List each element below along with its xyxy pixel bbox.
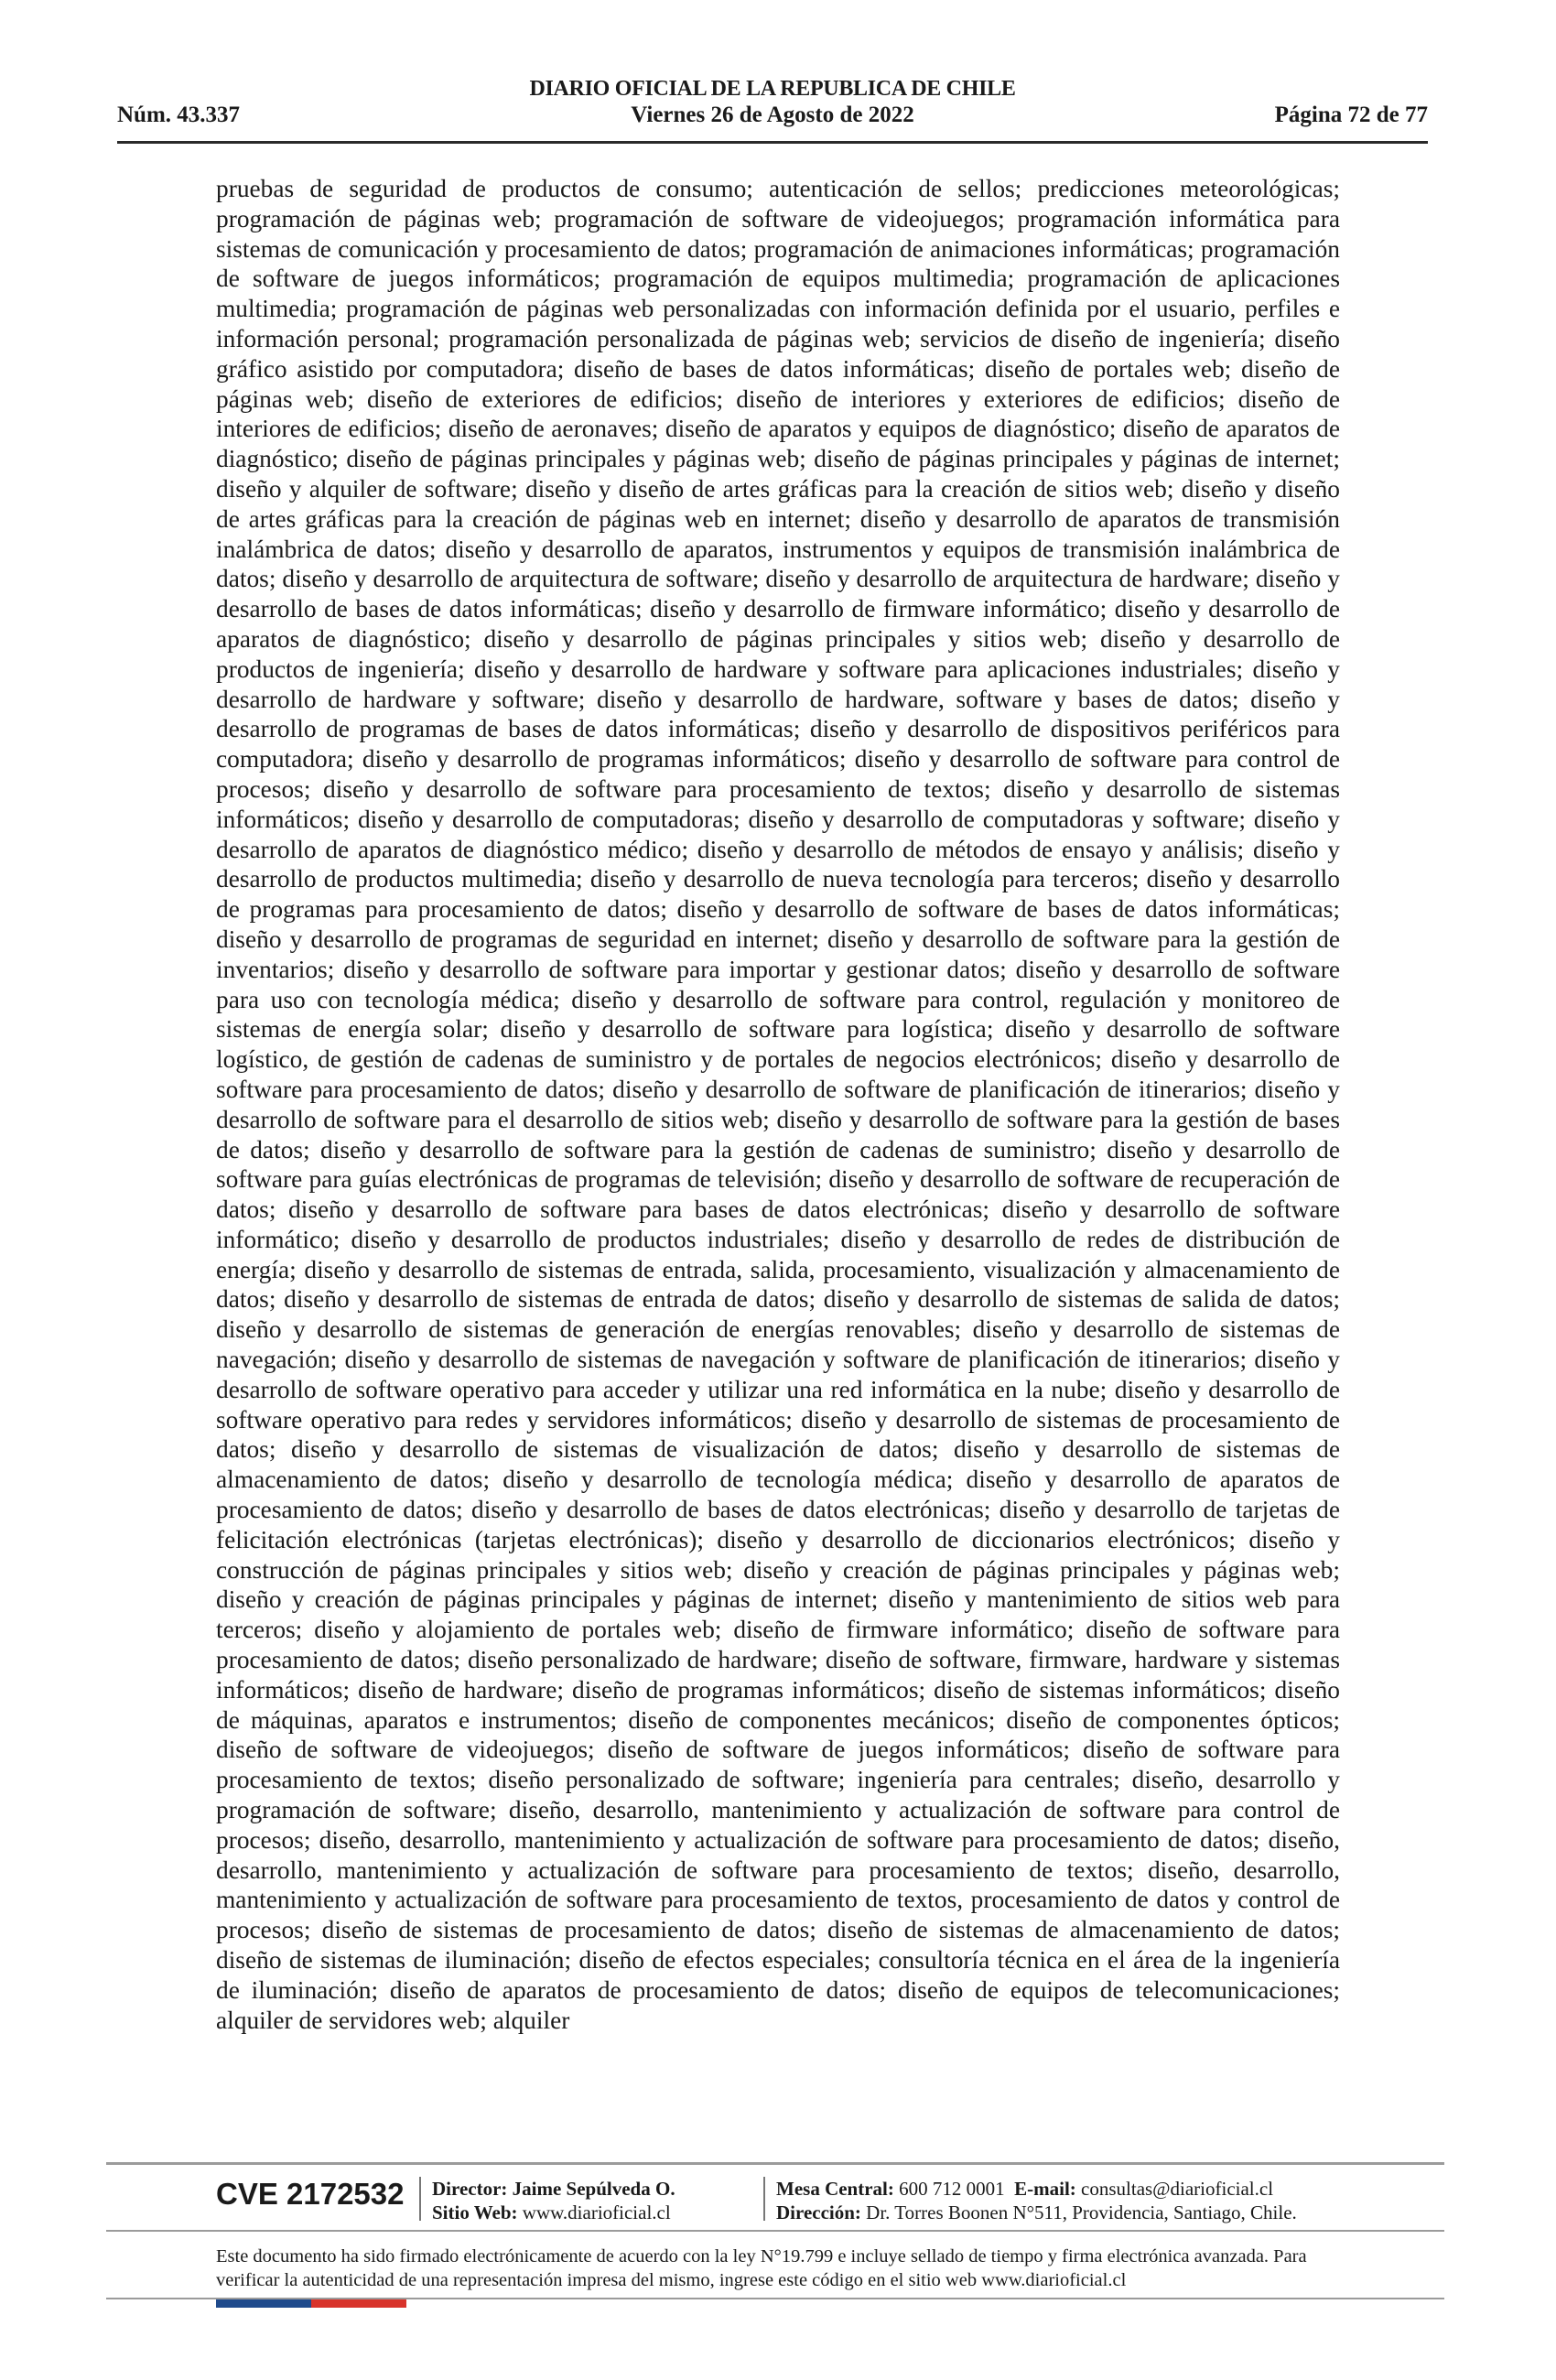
phone-label: Mesa Central:: [776, 2178, 894, 2200]
flag-stripe-blue: [216, 2299, 311, 2308]
footer-separator: [419, 2177, 421, 2221]
phone-number: 600 712 0001: [899, 2178, 1005, 2200]
body-text: pruebas de seguridad de productos de consumo; autenticación de sellos; predicciones meteorológicas; programación de páginas web; programación de software de videojuegos; programación informática para sistemas de comunicación y procesamiento de datos; programación de animaciones informáticas; programación de software de juegos informáticos; programación de equipos multimedia; programación de aplicaciones multimedia; programación de páginas web personalizadas con información definida por el usuario, perfiles e información personal; programación personalizada de páginas web; servicios de diseño de ingeniería; diseño gráfico asistido por computadora; diseño de bases de datos informáticas; diseño de portales web; diseño de páginas web; diseño de exteriores de edificios; diseño de interiores y exteriores de edificios; diseño de interiores de edificios; diseño de aeronaves; diseño de aparatos y equipos de diagnóstico; diseño de aparatos de diagnóstico; diseño de páginas principales y páginas web; diseño de páginas principales y páginas de internet; diseño y alquiler de software; diseño y diseño de artes gráficas para la creación de sitios web; diseño y diseño de artes gráficas para la creación de páginas web en internet; diseño y desarrollo de aparatos de transmisión inalámbrica de datos; diseño y desarrollo de aparatos, instrumentos y equipos de transmisión inalámbrica de datos; diseño y desarrollo de arquitectura de software; diseño y desarrollo de arquitectura de hardware; diseño y desarrollo de bases de datos informáticas; diseño y desarrollo de firmware informático; diseño y desarrollo de aparatos de diagnóstico; diseño y desarrollo de páginas principales y sitios web; diseño y desarrollo de productos de ingeniería; diseño y desarrollo de hardware y software para aplicaciones industriales; diseño y desarrollo de hardware y software; diseño y desarrollo de hardware, software y bases de datos; diseño y desarrollo de programas de bases de datos informáticas; diseño y desarrollo de dispositivos periféricos para computadora; diseño y desarrollo de programas informáticos; diseño y desarrollo de software para control de procesos; diseño y desarrollo de software para procesamiento de textos; diseño y desarrollo de sistemas informáticos; diseño y desarrollo de computadoras; diseño y desarrollo de computadoras y software; diseño y desarrollo de aparatos de diagnóstico médico; diseño y desarrollo de métodos de ensayo y análisis; diseño y desarrollo de productos multimedia; diseño y desarrollo de nueva tecnología para terceros; diseño y desarrollo de programas para procesamiento de datos; diseño y desarrollo de software de bases de datos informáticas; diseño y desarrollo de programas de seguridad en internet; diseño y desarrollo de software para la gestión de inventarios; diseño y desarrollo de software para importar y gestionar datos; diseño y desarrollo de software para uso con tecnología médica; diseño y desarrollo de software para control, regulación y monitoreo de sistemas de energía solar; diseño y desarrollo de software para logística; diseño y desarrollo de software logístico, de gestión de cadenas de suministro y de portales de negocios electrónicos; diseño y desarrollo de software para procesamiento de datos; diseño y desarrollo de software de planificación de itinerarios; diseño y desarrollo de software para el desarrollo de sitios web; diseño y desarrollo de software para la gestión de bases de datos; diseño y desarrollo de software para la gestión de cadenas de suministro; diseño y desarrollo de software para guías electrónicas de programas de televisión; diseño y desarrollo de software de recuperación de datos; diseño y desarrollo de software para bases de datos electrónicas; diseño y desarrollo de software informático; diseño y desarrollo de productos industriales; diseño y desarrollo de redes de distribución de energía; diseño y desarrollo de sistemas de entrada, salida, procesamiento, visualización y almacenamiento de datos; diseño y desarrollo de sistemas de entrada de datos; diseño y desarrollo de sistemas de salida de datos; diseño y desarrollo de sistemas de generación de energías renovables; diseño y desarrollo de sistemas de navegación; diseño y desarrollo de sistemas de navegación y software de planificación de itinerarios; diseño y desarrollo de software operativo para acceder y utilizar una red informática en la nube; diseño y desarrollo de software operativo para redes y servidores informáticos; diseño y desarrollo de sistemas de procesamiento de datos; diseño y desarrollo de sistemas de visualización de datos; diseño y desarrollo de sistemas de almacenamiento de datos; diseño y desarrollo de tecnología médica; diseño y desarrollo de aparatos de procesamiento de datos; diseño y desarrollo de bases de datos electrónicas; diseño y desarrollo de tarjetas de felicitación electrónicas (tarjetas electrónicas); diseño y desarrollo de diccionarios electrónicos; diseño y construcción de páginas principales y sitios web; diseño y creación de páginas principales y páginas web; diseño y creación de páginas principales y páginas de internet; diseño y mantenimiento de sitios web para terceros; diseño y alojamiento de portales web; diseño de firmware informático; diseño de software para procesamiento de datos; diseño personalizado de hardware; diseño de software, firmware, hardware y sistemas informáticos; diseño de hardware; diseño de programas informáticos; diseño de sistemas informáticos; diseño de máquinas, aparatos e instrumentos; diseño de componentes mecánicos; diseño de componentes ópticos; diseño de software de videojuegos; diseño de software de juegos informáticos; diseño de software para procesamiento de textos; diseño personalizado de software; ingeniería para centrales; diseño, desarrollo y programación de software; diseño, desarrollo, mantenimiento y actualización de software para control de procesos; diseño, desarrollo, mantenimiento y actualización de software para procesamiento de datos; diseño, desarrollo, mantenimiento y actualización de software para procesamiento de textos; diseño, desarrollo, mantenimiento y actualización de software para procesamiento de textos, procesamiento de datos y control de procesos; diseño de sistemas de procesamiento de datos; diseño de sistemas de almacenamiento de datos; diseño de sistemas de iluminación; diseño de efectos especiales; consultoría técnica en el área de la ingeniería de iluminación; diseño de aparatos de procesamiento de datos; diseño de equipos de telecomunicaciones; alquiler de servidores web; alquiler: [216, 175, 1340, 2034]
director-label: Director:: [432, 2178, 508, 2200]
page-number: Página 72 de 77: [1274, 103, 1428, 127]
issue-number: Núm. 43.337: [117, 103, 241, 127]
director-name: Jaime Sepúlveda O.: [512, 2178, 675, 2200]
issue-date: Viernes 26 de Agosto de 2022: [631, 103, 914, 127]
contact-line: [776, 2177, 1297, 2201]
website-label: Sitio Web:: [432, 2202, 518, 2223]
address-label: Dirección:: [776, 2202, 861, 2223]
email-label: E-mail:: [1014, 2178, 1076, 2200]
footer-director-block: [432, 2177, 675, 2224]
cve-code: CVE 2172532: [216, 2177, 405, 2211]
website-link[interactable]: www.diarioficial.cl: [522, 2202, 671, 2223]
flag-stripe-red: [311, 2299, 406, 2308]
signature-note: Este documento ha sido firmado electrónicamente de acuerdo con la ley N°19.799 e incluye sellado de tiempo y firma electrónica avanzada. Para verificar la autenticidad de una representación impresa del mismo, ingrese este código en el sitio web www.diarioficial.cl: [216, 2246, 1307, 2290]
footer-separator-2: [763, 2177, 765, 2221]
website-line: [432, 2201, 675, 2224]
address-value: Dr. Torres Boonen N°511, Providencia, Santiago, Chile.: [866, 2202, 1297, 2223]
footer-contact-block: [776, 2177, 1297, 2224]
director-line: [432, 2177, 675, 2201]
email-link[interactable]: consultas@diarioficial.cl: [1081, 2178, 1274, 2200]
gazette-title: DIARIO OFICIAL DE LA REPUBLICA DE CHILE: [529, 77, 1016, 101]
address-line: [776, 2201, 1297, 2224]
footer-mid-rule: [106, 2230, 1444, 2232]
page-header: [117, 75, 1428, 144]
footer-top-rule: [106, 2162, 1444, 2165]
